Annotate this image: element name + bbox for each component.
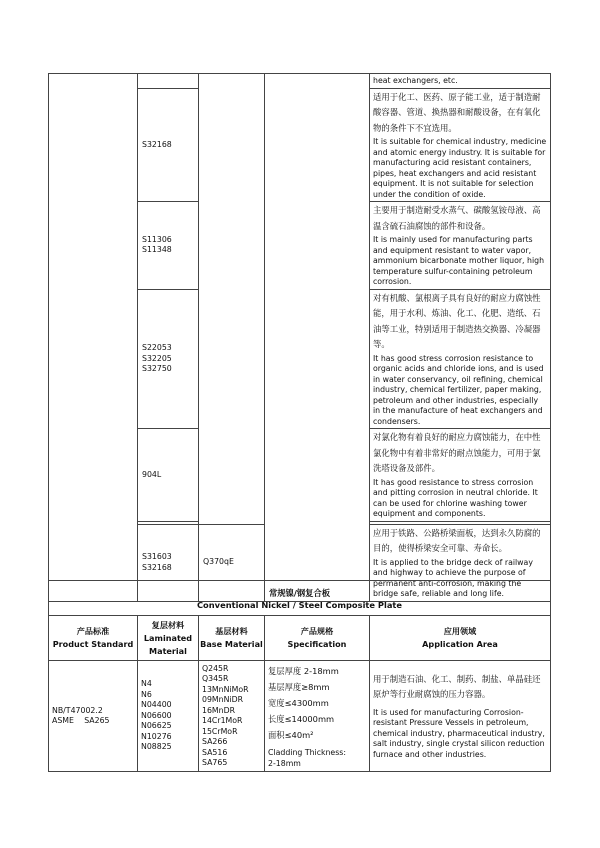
grade-label: S11348 <box>142 245 172 255</box>
header-en: Material <box>149 645 187 656</box>
base-label: SA765 <box>202 758 228 767</box>
base-label: SA266 <box>202 737 228 746</box>
header-en: Base Material <box>200 639 263 649</box>
grade-label: 904L <box>142 469 162 479</box>
nickel-composite-table <box>48 580 551 772</box>
application-cell <box>370 429 551 522</box>
standard-label: NB/T47002.2 <box>52 705 103 715</box>
application-zh: 应用于铁路、公路桥梁面板，达到永久防腐的目的，使得桥梁安全可靠、寿命长。 <box>373 527 541 553</box>
grade-label: S32750 <box>142 364 172 373</box>
laminated-cell <box>138 289 199 429</box>
application-area-cell <box>370 661 551 772</box>
application-cell <box>370 202 551 290</box>
standard-label: ASME SA265 <box>52 716 110 725</box>
header-en: Product Standard <box>52 639 134 649</box>
header-base-material <box>199 616 265 661</box>
grade-label: S32168 <box>142 562 172 572</box>
header-zh: 产品标准 <box>76 626 110 636</box>
application-en: It is mainly used for manufacturing parts and equipment resistant to water vapor, ammonium bicarbonate mother liquor, high temperature sulfur-containing petroleum corrosion. <box>373 235 545 286</box>
application-cell <box>370 88 551 202</box>
standard-cell <box>49 74 138 602</box>
laminated-cell <box>138 74 199 89</box>
laminated-cell <box>138 202 199 290</box>
laminated-label: N06625 <box>141 721 172 731</box>
application-en: It has good stress corrosion resistance to organic acids and chloride ions, and is used in water conservancy, oil refining, chemical industry, chemical fertilizer, paper making, petroleum and other industries, especially in the manufacture of heat exchangers and condensers. <box>373 353 544 426</box>
grade-label: S32168 <box>142 139 172 149</box>
base-label: 14Cr1MoR <box>202 716 243 725</box>
application-zh: 对有机酸、氯根离子具有良好的耐应力腐蚀性能，用于水利、炼油、化工、化肥、造纸、石油等工业，特别适用于制造热交换器、冷凝器等。 <box>373 292 541 349</box>
table-title-en: Conventional Nickel / Steel Composite Plate <box>49 599 551 616</box>
application-en: It is applied to the bridge deck of railway and highway to achieve the purpose of permanent anti-corrosion, making the bridge safe, reliable and long life. <box>373 557 533 598</box>
header-zh: 应用领域 <box>443 626 477 636</box>
application-en: It is suitable for chemical industry, medicine and atomic energy industry. It is suitable for manufacturing acid resistant containers, pipes, heat exchangers and acid resistant equipment. It is not suitable for selection under the condition of oxide. <box>373 137 547 199</box>
base-label: 15CrMoR <box>202 726 238 736</box>
application-zh: 适用于化工、医药、原子能工业，适于制造耐酸容器、管道、换热器和耐酸设备，在有氧化物的条件下不宜选用。 <box>373 91 541 133</box>
base-label: SA516 <box>202 747 228 757</box>
spec-line: Cladding Thickness: <box>268 748 346 757</box>
application-zh: 用于制造石油、化工、制药、制盐、单晶硅还原炉等行业耐腐蚀的压力容器。 <box>373 673 541 700</box>
spec-cell <box>265 74 370 602</box>
base-label: 16MnDR <box>202 705 236 715</box>
application-text: heat exchangers, etc. <box>373 76 458 85</box>
header-zh: 复层材料 <box>151 619 185 630</box>
base-label: Q345R <box>202 674 229 683</box>
application-zh: 主要用于制造耐受水蒸气、碳酸氢铵母液、高温含硫石油腐蚀的部件和设备。 <box>373 205 541 231</box>
application-zh: 对氯化物有着良好的耐应力腐蚀能力，在中性氯化物中有着非常好的耐点蚀能力，可用于氯洗塔设备及部件。 <box>373 432 541 473</box>
header-en: Application Area <box>422 639 498 649</box>
base-material-label: Q370qE <box>203 557 234 567</box>
base-cell <box>199 74 265 525</box>
application-en: It is used for manufacturing Corrosion-resistant Pressure Vessels in petroleum, chemical industry, pharmaceutical industry, salt industry, single crystal silicon reduction furnace and other industries. <box>373 707 545 759</box>
laminated-material-cell <box>138 661 199 772</box>
laminated-label: N6 <box>141 689 152 699</box>
laminated-cell <box>138 429 199 522</box>
grade-label: S22053 <box>142 343 172 352</box>
base-label: 09MnNiDR <box>202 695 244 704</box>
application-cell <box>370 74 551 89</box>
spec-line: 面积≤40m² <box>268 730 314 740</box>
specification-cell <box>265 661 370 772</box>
spec-line: 2-18mm <box>268 758 301 768</box>
base-label: Q245R <box>202 663 229 673</box>
application-cell <box>370 289 551 429</box>
product-standard-cell <box>49 661 138 772</box>
application-en: It has good resistance to stress corrosion and pitting corrosion in neutral chloride. It can be used for chlorine washing tower equipment and components. <box>373 477 538 518</box>
laminated-label: N10276 <box>141 731 172 741</box>
laminated-cell <box>138 88 199 202</box>
spec-line: 宽度≤4300mm <box>268 698 329 708</box>
table-title-zh: 常规镍/钢复合板 <box>49 581 551 600</box>
header-laminated-material <box>138 616 199 661</box>
grade-label: S32205 <box>142 353 172 363</box>
laminated-label: N06600 <box>141 710 172 720</box>
stainless-composite-table <box>48 73 551 602</box>
grade-label: S11306 <box>142 234 172 244</box>
header-zh: 产品规格 <box>300 626 334 636</box>
laminated-label: N4 <box>141 679 152 689</box>
spec-line: 复层厚度 2-18mm <box>268 666 339 676</box>
header-product-standard <box>49 616 138 661</box>
laminated-label: N08825 <box>141 742 172 752</box>
spec-line: 长度≤14000mm <box>268 714 335 724</box>
grade-label: S31603 <box>142 552 172 561</box>
spec-line: 基层厚度≥8mm <box>268 682 330 692</box>
header-specification <box>265 616 370 661</box>
header-application-area <box>370 616 551 661</box>
header-en: Specification <box>287 639 347 649</box>
base-label: 13MnNiMoR <box>202 684 249 694</box>
header-zh: 基层材料 <box>215 626 248 636</box>
header-en: Laminated <box>143 632 193 643</box>
base-material-cell <box>199 661 265 772</box>
laminated-label: N04400 <box>141 700 172 710</box>
